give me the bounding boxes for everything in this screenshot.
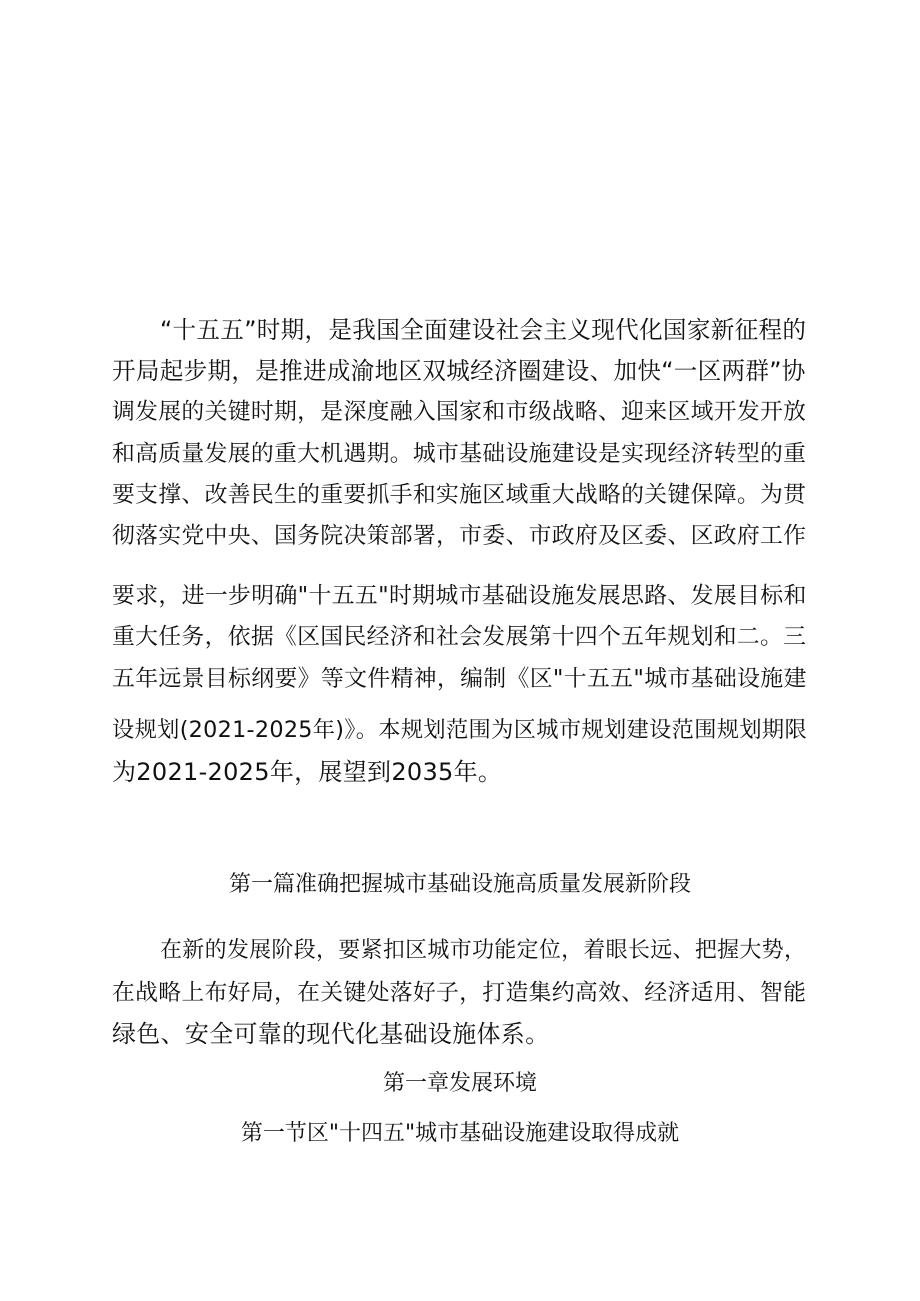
paragraph-line: 开局起步期，是推进成渝地区双城经济圈建设、加快“一区两群”协 <box>112 357 806 385</box>
section-title: 第一节区"十四五"城市基础设施建设取得成就 <box>240 1121 680 1146</box>
paragraph-line: 绿色、安全可靠的现代化基础设施体系。 <box>112 1020 550 1048</box>
paragraph-line: 五年远景目标纲要》等文件精神，编制《区"十五五"城市基础设施建 <box>112 666 807 692</box>
paragraph-line: 彻落实党中央、国务院决策部署，市委、市政府及区委、区政府工作 <box>112 523 807 549</box>
paragraph-line: 在战略上布好局，在关键处落好子，打造集约高效、经济适用、智能 <box>112 980 807 1006</box>
paragraph-line: 要求，进一步明确"十五五"时期城市基础设施发展思路、发展目标和 <box>112 583 807 609</box>
paragraph-line: “十五五”时期，是我国全面建设社会主义现代化国家新征程的 <box>160 316 807 344</box>
part-title: 第一篇准确把握城市基础设施高质量发展新阶段 <box>228 872 691 897</box>
paragraph-line: 调发展的关键时期，是深度融入国家和市级战略、迎来区域开发开放 <box>112 399 807 425</box>
paragraph-line: 要支撑、改善民生的重要抓手和实施区域重大战略的关键保障。为贯 <box>112 482 807 508</box>
paragraph-line: 设规划(2021-2025年)》。本规划范围为区城市规划建设范围规划期限 <box>112 717 808 743</box>
paragraph-line: 和高质量发展的重大机遇期。城市基础设施建设是实现经济转型的重 <box>112 441 807 467</box>
chapter-title: 第一章发展环境 <box>382 1071 537 1096</box>
paragraph-line: 为2021-2025年，展望到2035年。 <box>112 758 503 786</box>
paragraph-line: 重大任务，依据《区国民经济和社会发展第十四个五年规划和二。三 <box>112 624 807 650</box>
paragraph-line: 在新的发展阶段，要紧扣区城市功能定位，着眼长远、把握大势， <box>160 938 807 963</box>
